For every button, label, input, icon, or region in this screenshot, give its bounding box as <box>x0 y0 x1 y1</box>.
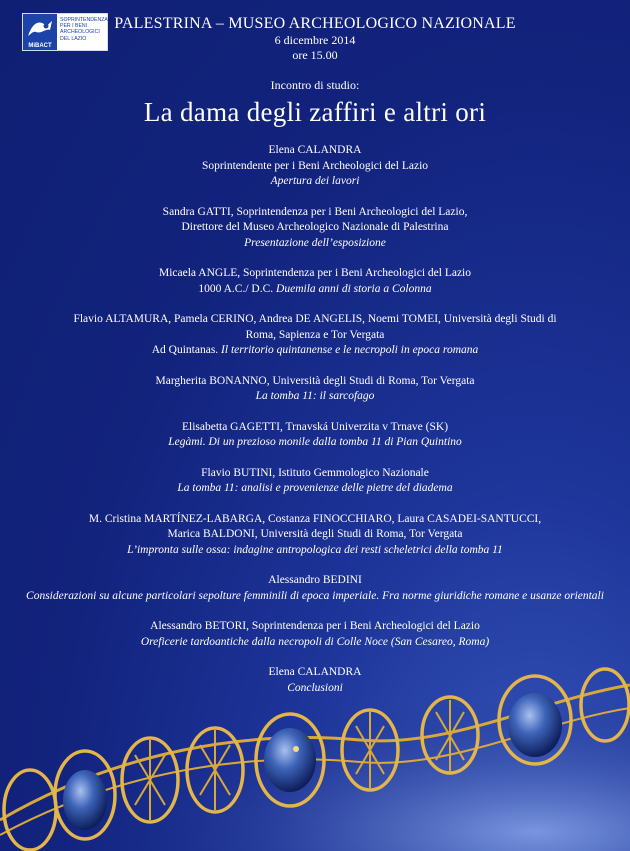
affiliation: Roma, Sapienza e Tor Vergata <box>245 328 385 341</box>
program-entry <box>20 420 610 451</box>
program-entry <box>20 266 610 297</box>
affiliation: Soprintendente per i Beni Archeologici del Lazio <box>201 159 429 172</box>
event-header <box>100 15 530 63</box>
speaker: Elisabetta GAGETTI, Trnavská Univerzita v Trnave (SK) <box>181 420 449 433</box>
talk-title: Legàmi. Di un prezioso monile dalla tomba 11 di Pian Quintino <box>168 436 462 448</box>
program-entry <box>20 312 610 359</box>
museum-name: PALESTRINA – MUSEO ARCHEOLOGICO NAZIONALE <box>114 15 516 32</box>
event-date: 6 dicembre 2014 <box>274 33 356 47</box>
talk-title: La tomba 11: il sarcofago <box>255 390 375 402</box>
event-type: Incontro di studio: <box>270 78 360 92</box>
speaker: Sandra GATTI, Soprintendenza per i Beni Archeologici del Lazio, <box>162 205 468 218</box>
talk-title: Apertura dei lavori <box>270 175 360 187</box>
talk-title: Duemila anni di storia a Colonna <box>276 282 432 295</box>
program-entry <box>20 619 610 650</box>
talk-title: Oreficerie tardoantiche dalla necropoli di Colle Noce (San Cesareo, Roma) <box>140 635 490 648</box>
talk-title: L’impronta sulle ossa: indagine antropologica dei resti scheletrici della tomba 11 <box>127 543 503 556</box>
speaker: Alessandro BETORI, Soprintendenza per i Beni Archeologici del Lazio <box>150 620 480 632</box>
program-entry <box>20 143 610 190</box>
affiliation: Direttore del Museo Archeologico Nazionale di Palestrina <box>181 221 449 233</box>
talk-title: Il territorio quintanense e le necropoli in epoca romana <box>221 344 479 356</box>
talk-line <box>20 282 610 298</box>
speaker: Alessandro BEDINI <box>268 574 362 586</box>
event-title: La dama degli zaffiri e altri ori <box>143 97 487 127</box>
talk-title: La tomba 11: analisi e provenienze delle pietre del diadema <box>177 482 453 494</box>
event-time: ore 15.00 <box>292 48 338 62</box>
speaker: M. Cristina MARTÍNEZ-LABARGA, Costanza FINOCCHIARO, Laura CASADEI-SANTUCCI, <box>88 512 542 525</box>
logo-text: SOPRINTENDENZA PER I BENI ARCHEOLOGICI DEL LAZIO <box>60 17 108 42</box>
talk-line <box>20 343 610 359</box>
speaker: Margherita BONANNO, Università degli Studi di Roma, Tor Vergata <box>155 374 475 387</box>
talk-title: Presentazione dell’esposizione <box>244 236 386 249</box>
program-entry <box>20 374 610 405</box>
speaker: Flavio BUTINI, Istituto Gemmologico Nazionale <box>201 466 429 479</box>
talk-prefix: 1000 A.C./ D.C. <box>198 282 274 295</box>
talk-title: Considerazioni su alcune particolari sepolture femminili di epoca imperiale. Fra norme giuridiche romane e usanze orientali <box>26 589 604 602</box>
program-list <box>20 143 610 711</box>
logo-emblem-icon <box>23 14 57 50</box>
sapphire-necklace-image <box>0 660 630 851</box>
program-entry <box>20 205 610 252</box>
program-entry <box>20 573 610 604</box>
speaker: Flavio ALTAMURA, Pamela CERINO, Andrea DE ANGELIS, Noemi TOMEI, Università degli Studi di <box>73 313 557 325</box>
program-entry <box>20 466 610 497</box>
logo-abbr: MiBACT <box>28 43 52 49</box>
speaker: Elena CALANDRA <box>268 144 362 156</box>
ministry-logo <box>22 13 108 51</box>
speaker: Micaela ANGLE, Soprintendenza per i Beni Archeologici del Lazio <box>159 267 471 279</box>
talk-prefix: Ad Quintanas. <box>151 344 219 356</box>
program-entry <box>20 512 610 559</box>
affiliation: Marica BALDONI, Università degli Studi di Roma, Tor Vergata <box>167 528 463 540</box>
